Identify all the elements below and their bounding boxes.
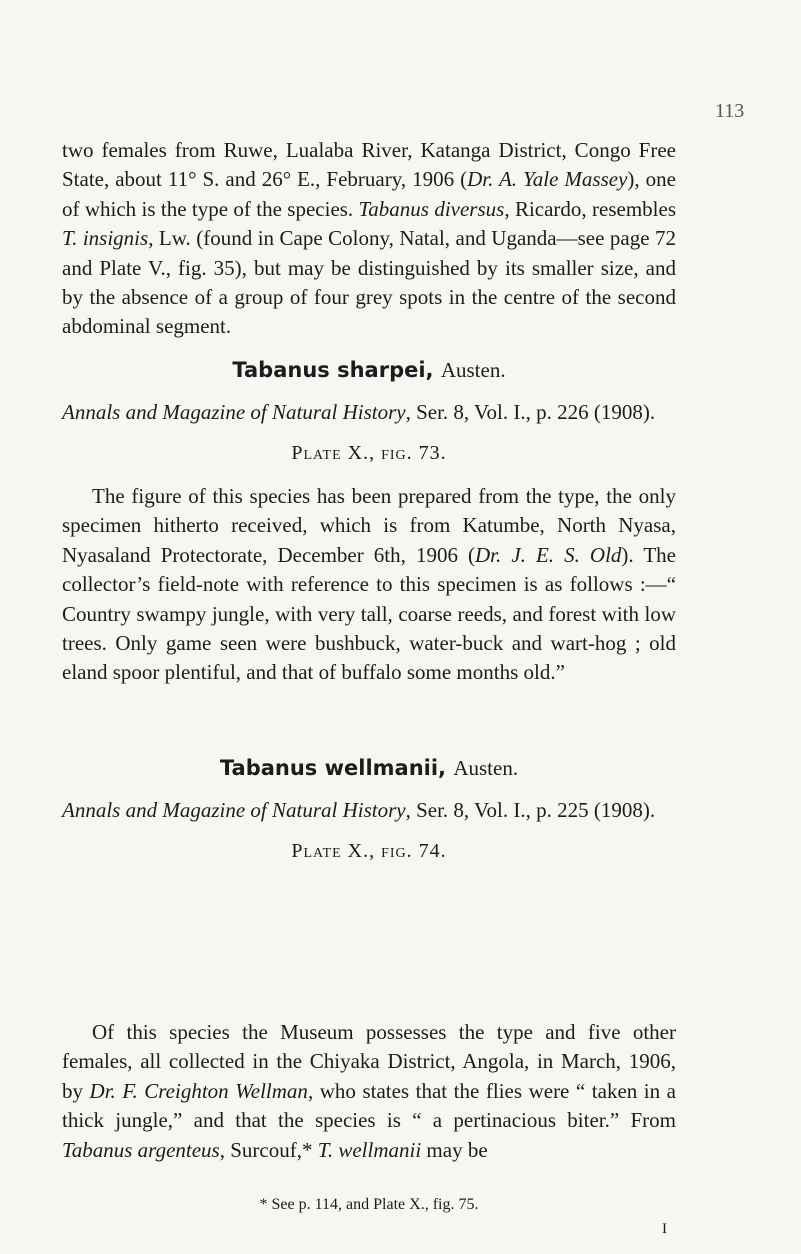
heading-tabanus-sharpei: Tabanus sharpei, Austen. <box>232 358 506 382</box>
paragraph-sharpei: The figure of this species has been prepared from the type, the only specimen hitherto received, which is from Katumbe, North Nyasa, Nyasaland Protectorate, December 6th, 1906 (Dr. J. E. S. Old). The collector’s field-note with reference to this specimen is as follows :—“ Country swampy jungle, with very tall, coarse reeds, and forest with low trees. Only game seen were bushbuck, water-buck and wart-hog ; old eland spoor plentiful, and that of buffalo some months old.” <box>62 484 676 685</box>
plate-ref-wellmanii: Plate X., fig. 74. <box>291 840 447 862</box>
paragraph-wellmanii: Of this species the Museum possesses the type and five other females, all collected in the Chiyaka District, Angola, in March, 1906, by Dr. F. Creighton Wellman, who states that the flies were “ taken in a thick jungle,” and that the species is “ a pertinacious biter.” From Tabanus argenteus, Surcouf,* T. wellmanii may be <box>62 1020 677 1162</box>
page-number: 113 <box>715 100 745 122</box>
plate-ref-sharpei: Plate X., fig. 73. <box>291 442 447 464</box>
footnote: * See p. 114, and Plate X., fig. 75. <box>259 1196 479 1213</box>
signature-mark: I <box>662 1221 667 1237</box>
citation-wellmanii: Annals and Magazine of Natural History, Ser. 8, Vol. I., p. 225 (1908). <box>62 798 656 822</box>
paragraph-diversus: two females from Ruwe, Lualaba River, Katanga District, Congo Free State, about 11° S. and 26° E., February, 1906 (Dr. A. Yale Massey), one of which is the type of the species. Tabanus diversus, Ricardo, resembles T. insignis, Lw. (found in Cape Colony, Natal, and Uganda—see page 72 and Plate V., fig. 35), but may be distinguished by its smaller size, and by the absence of a group of four grey spots in the centre of the second abdominal segment. <box>62 138 676 339</box>
citation-sharpei: Annals and Magazine of Natural History, Ser. 8, Vol. I., p. 226 (1908). <box>62 400 656 424</box>
heading-tabanus-wellmanii: Tabanus wellmanii, Austen. <box>219 756 519 780</box>
